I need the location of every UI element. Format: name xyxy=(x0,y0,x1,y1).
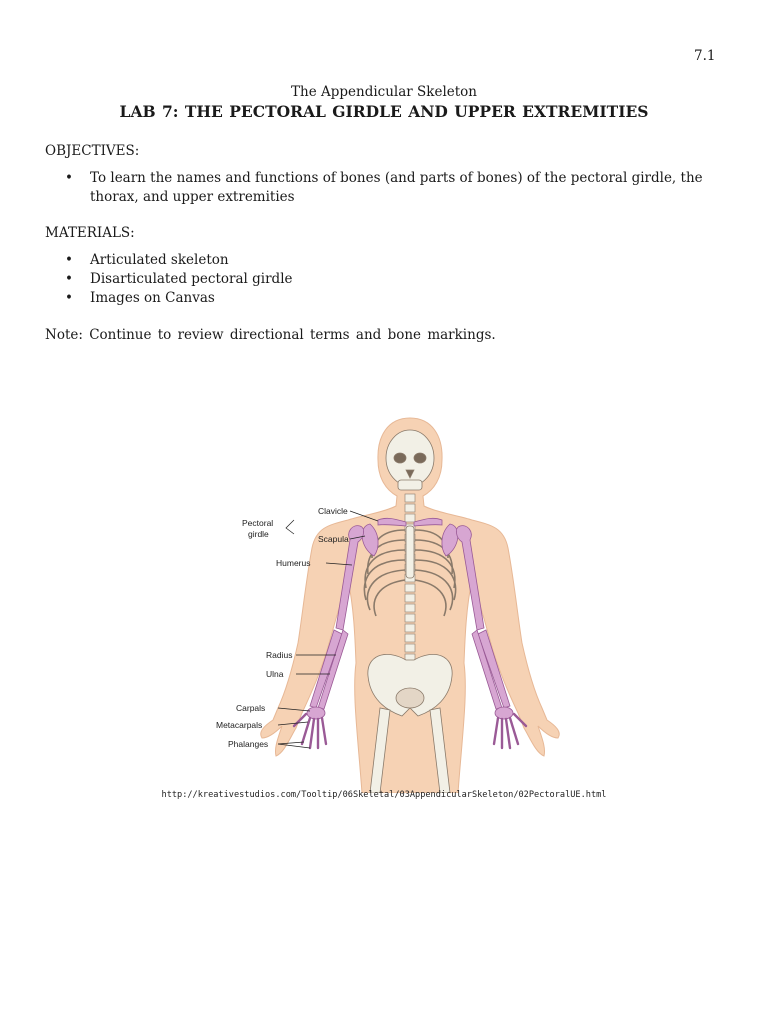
page-subtitle: The Appendicular Skeleton xyxy=(291,84,477,100)
objectives-list xyxy=(65,169,705,207)
label-radius: Radius xyxy=(266,650,293,660)
label-ulna: Ulna xyxy=(266,669,284,679)
list-item: • To learn the names and functions of bones (and parts of bones) of the pectoral girdle, the thorax, and upper extremities xyxy=(65,169,705,207)
label-pectoral: Pectoral xyxy=(242,518,274,528)
label-clavicle: Clavicle xyxy=(318,506,348,516)
label-carpals: Carpals xyxy=(236,703,266,713)
materials-heading: MATERIALS: xyxy=(45,225,135,241)
list-item: • Articulated skeleton xyxy=(65,251,705,270)
label-humerus: Humerus xyxy=(276,558,311,568)
list-item: • Disarticulated pectoral girdle xyxy=(65,270,705,289)
label-metacarpals: Metacarpals xyxy=(216,720,263,730)
page-title: LAB 7: THE PECTORAL GIRDLE AND UPPER EXTREMITIES xyxy=(119,102,649,121)
page-number: 7.1 xyxy=(694,48,716,64)
label-girdle: girdle xyxy=(248,529,269,539)
skeleton-illustration xyxy=(210,408,590,793)
list-item: • Images on Canvas xyxy=(65,289,705,308)
figure-caption: http://kreativestudios.com/Tooltip/06Skeletal/03AppendicularSkeleton/02PectoralUE.html xyxy=(161,790,607,800)
label-phalanges: Phalanges xyxy=(228,739,269,749)
materials-list xyxy=(65,251,705,308)
label-scapula: Scapula xyxy=(318,534,349,544)
skeleton-figure xyxy=(210,408,590,793)
objectives-heading: OBJECTIVES: xyxy=(45,143,140,159)
sternum xyxy=(406,526,414,578)
note-text: Note: Continue to review directional terms and bone markings. xyxy=(45,327,496,343)
